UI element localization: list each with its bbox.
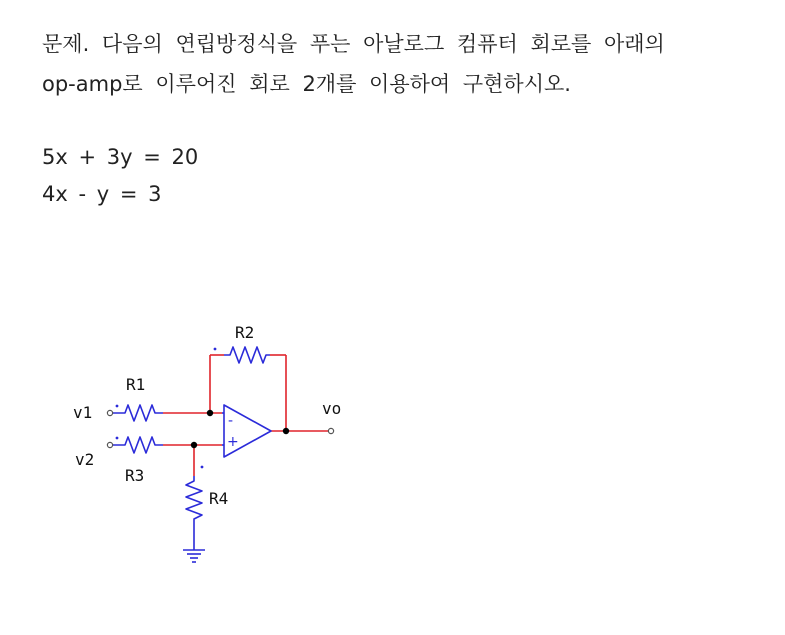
r4-pin-dot	[201, 466, 204, 469]
label-v2: v2	[75, 450, 95, 469]
junction-noninverting	[191, 442, 197, 448]
opamp-plus-sign: +	[227, 434, 239, 450]
terminal-vo	[328, 428, 333, 433]
junction-output	[283, 428, 289, 434]
problem-line-2: op-amp로 이루어진 회로 2개를 이용하여 구현하시오.	[42, 72, 571, 96]
label-r4: R4	[209, 489, 229, 508]
resistor-r3	[113, 437, 163, 453]
label-r1: R1	[126, 375, 146, 394]
resistor-r1	[113, 405, 163, 421]
label-r3: R3	[125, 466, 145, 485]
terminal-v1	[107, 410, 112, 415]
opamp-minus-sign: -	[228, 413, 234, 429]
resistor-r2	[224, 347, 270, 363]
label-r2: R2	[235, 323, 255, 342]
r1-pin-dot	[116, 405, 119, 408]
problem-line-1: 문제. 다음의 연립방정식을 푸는 아날로그 컴퓨터 회로를 아래의	[42, 32, 665, 56]
circuit-wires	[163, 355, 328, 476]
circuit-junctions	[191, 410, 289, 448]
pin-markers	[116, 348, 217, 469]
r2-pin-dot	[214, 348, 217, 351]
resistor-r4	[186, 476, 202, 550]
equation-2: 4x - y = 3	[42, 182, 162, 206]
equation-1: 5x + 3y = 20	[42, 145, 199, 169]
label-v1: v1	[73, 403, 93, 422]
ground-icon	[183, 550, 205, 562]
terminal-v2	[107, 442, 112, 447]
r3-pin-dot	[116, 437, 119, 440]
label-vo: vo	[322, 399, 342, 418]
junction-inverting	[207, 410, 213, 416]
